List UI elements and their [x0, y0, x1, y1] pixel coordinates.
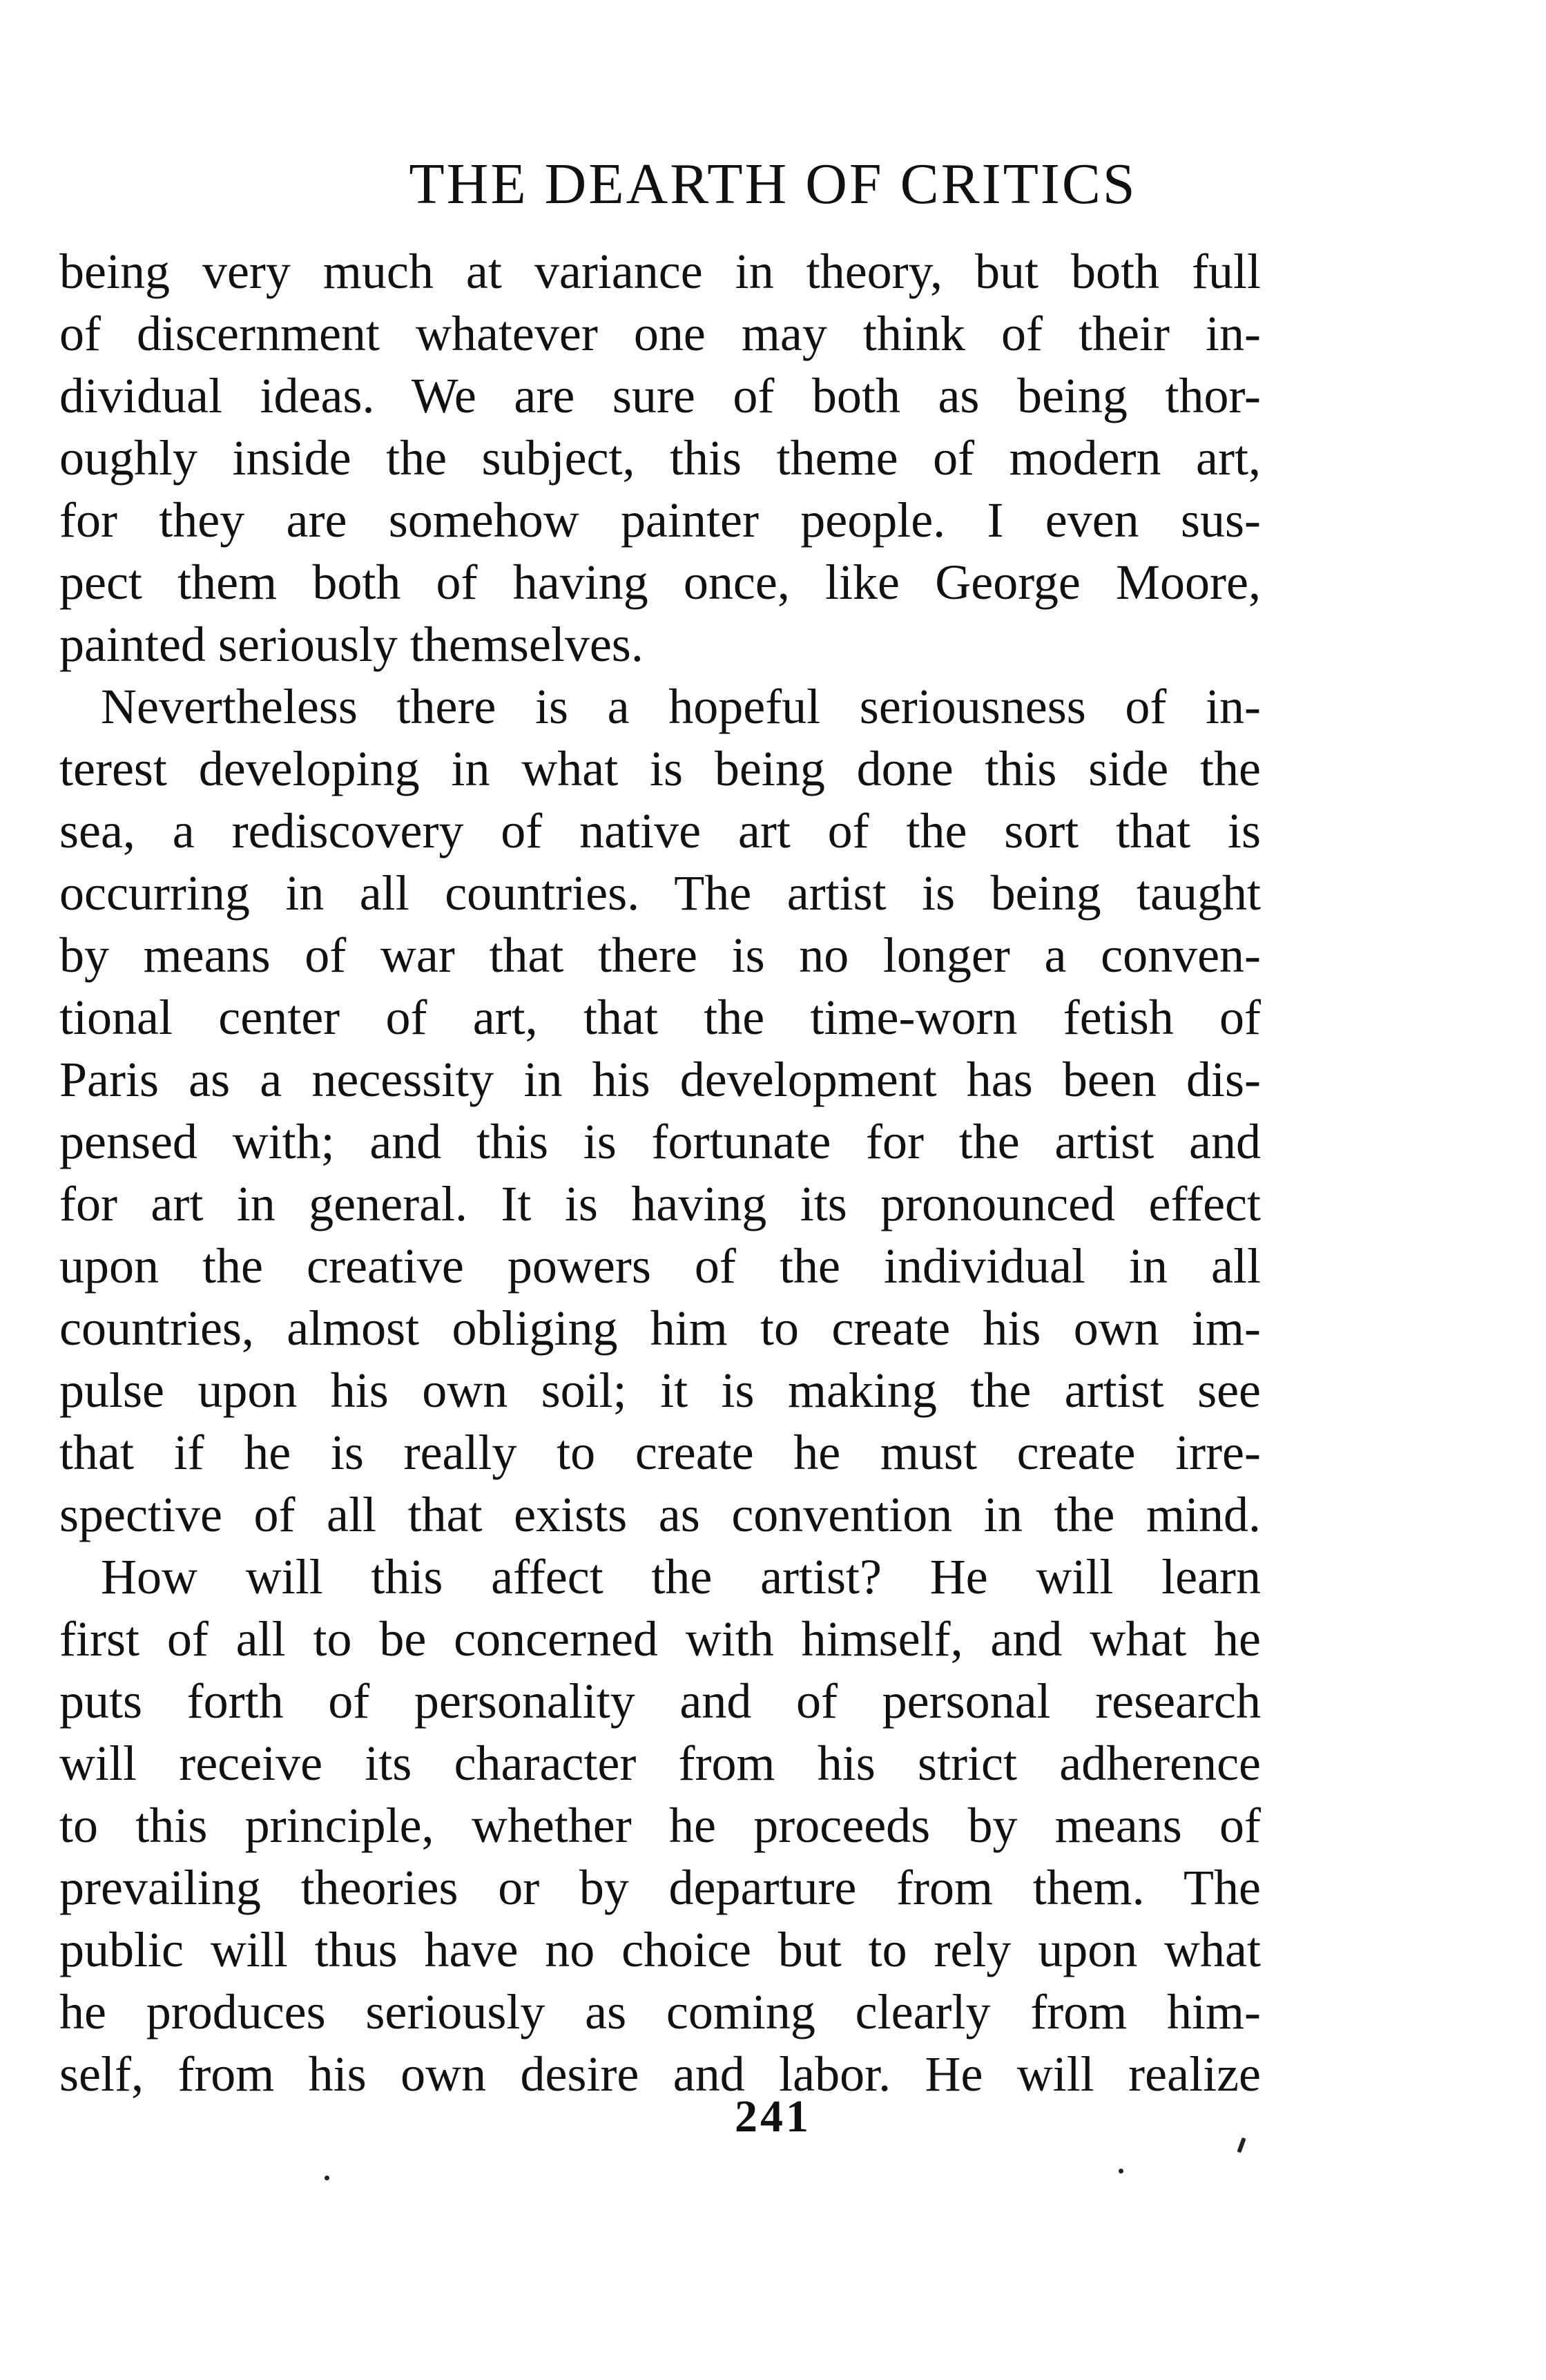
text-line: painted seriously themselves. [59, 617, 644, 672]
text-line: for they are somehow painter people. I even sus- [59, 492, 1261, 548]
text-line: terest developing in what is being done this side the [59, 741, 1261, 796]
text-line: occurring in all countries. The artist is being taught [59, 865, 1261, 921]
text-line: countries, almost obliging him to create his own im- [59, 1301, 1261, 1356]
text-line: to this principle, whether he proceeds by means of [59, 1798, 1261, 1853]
text-line: dividual ideas. We are sure of both as being thor- [59, 368, 1261, 423]
text-line: being very much at variance in theory, but both full [59, 244, 1261, 299]
text-line: will receive its character from his strict adherence [59, 1736, 1261, 1791]
text-line: spective of all that exists as convention in the mind. [59, 1487, 1261, 1542]
print-speck [1119, 2169, 1123, 2173]
text-line: upon the creative powers of the individual in all [59, 1238, 1261, 1294]
text-line: he produces seriously as coming clearly from him- [59, 1984, 1261, 2040]
text-line: pensed with; and this is fortunate for the artist and [59, 1114, 1261, 1169]
page-number: 241 [735, 2091, 811, 2142]
text-line: prevailing theories or by departure from them. The [59, 1860, 1261, 1915]
text-line: tional center of art, that the time-worn fetish of [59, 990, 1261, 1045]
body-text [59, 240, 1261, 2105]
text-line: by means of war that there is no longer a conven- [59, 928, 1261, 983]
text-line: of discernment whatever one may think of their in- [59, 306, 1261, 361]
text-line: public will thus have no choice but to rely upon what [59, 1922, 1261, 1977]
text-line: sea, a rediscovery of native art of the sort that is [59, 803, 1261, 858]
text-line: pect them both of having once, like George Moore, [59, 555, 1261, 610]
text-line: that if he is really to create he must create irre- [59, 1425, 1261, 1480]
text-line: pulse upon his own soil; it is making the artist see [59, 1363, 1261, 1418]
text-line: puts forth of personality and of personal research [59, 1673, 1261, 1729]
running-head: THE DEARTH OF CRITICS [409, 152, 1137, 216]
text-line: self, from his own desire and labor. He will realize [59, 2046, 1261, 2102]
text-line: oughly inside the subject, this theme of modern art, [59, 430, 1261, 486]
paragraph-start-line: Nevertheless there is a hopeful seriousness of in- [101, 679, 1261, 734]
paragraph-start-line: How will this affect the artist? He will learn [101, 1549, 1261, 1604]
text-line: Paris as a necessity in his development has been dis- [59, 1052, 1261, 1107]
print-speck [325, 2176, 329, 2180]
text-line: for art in general. It is having its pronounced effect [59, 1176, 1261, 1231]
text-line: first of all to be concerned with himself, and what he [59, 1611, 1261, 1667]
